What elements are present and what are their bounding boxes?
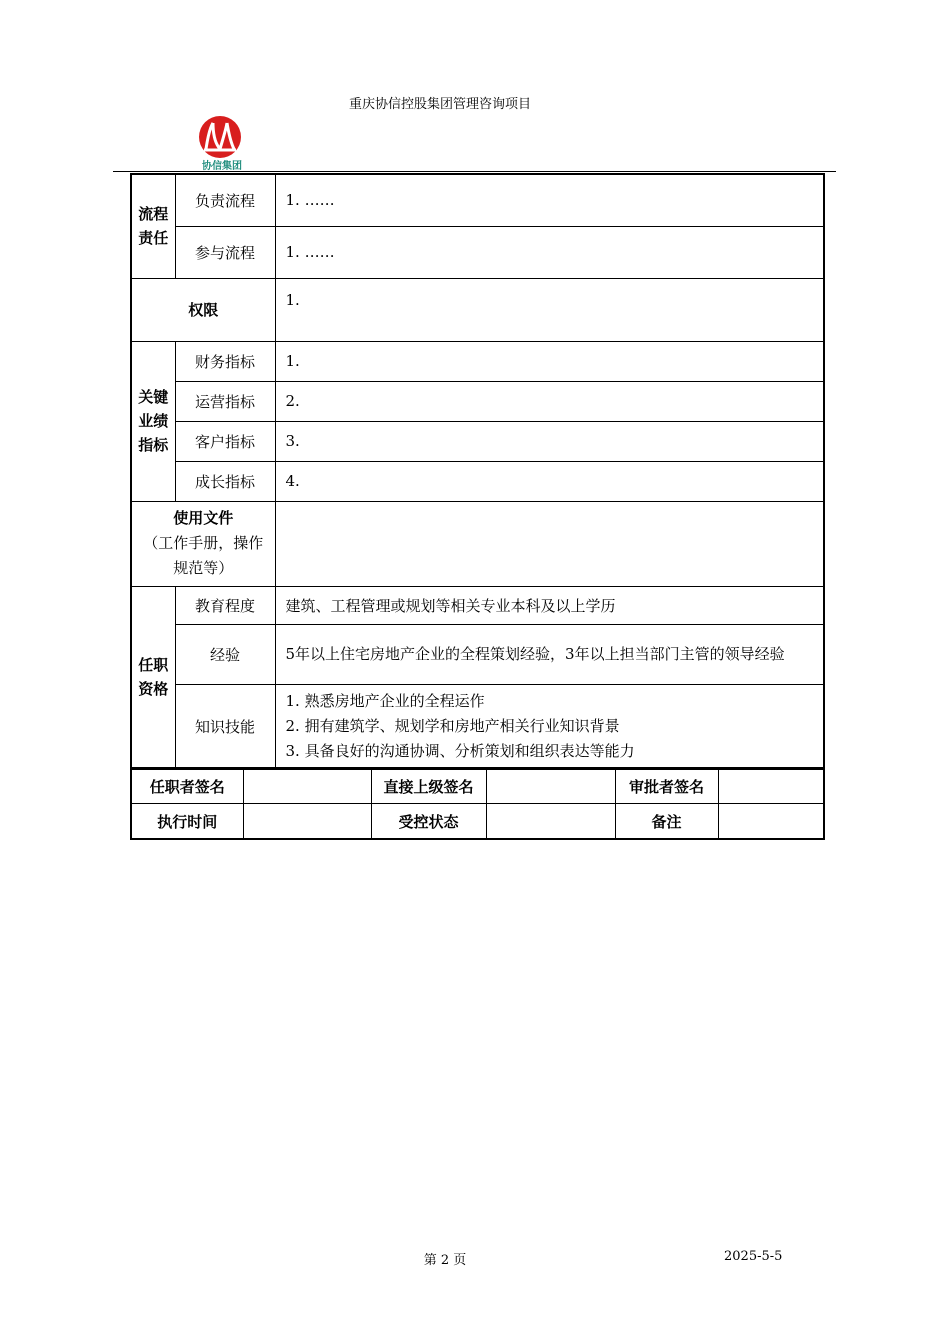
education-label: 教育程度 bbox=[175, 586, 275, 624]
table-row bbox=[131, 461, 824, 501]
skills-item: 2. 拥有建筑学、规划学和房地产相关行业知识背景 bbox=[285, 716, 620, 735]
footer-date: 2025-5-5 bbox=[724, 1249, 783, 1264]
qualification-category: 任职资格 bbox=[131, 586, 175, 769]
remarks-label: 备注 bbox=[615, 804, 718, 840]
table-row bbox=[131, 501, 824, 586]
kpi-finance-label: 财务指标 bbox=[175, 341, 275, 381]
header-title: 重庆协信控股集团管理咨询项目 bbox=[348, 97, 531, 112]
experience-label: 经验 bbox=[175, 624, 275, 684]
kpi-operation-value: 2. bbox=[275, 381, 824, 421]
table-row bbox=[131, 278, 824, 341]
process-own-label: 负责流程 bbox=[175, 174, 275, 226]
signature-supervisor-label: 直接上级签名 bbox=[371, 768, 486, 804]
skills-item: 1. 熟悉房地产企业的全程运作 bbox=[285, 691, 485, 710]
process-participate-label: 参与流程 bbox=[175, 226, 275, 278]
table-row bbox=[131, 341, 824, 381]
job-description-table bbox=[130, 173, 825, 770]
experience-value: 5年以上住宅房地产企业的全程策划经验，3年以上担当部门主管的领导经验 bbox=[275, 624, 824, 684]
process-own-value: 1. …… bbox=[275, 174, 824, 226]
control-status-field[interactable] bbox=[486, 804, 615, 840]
kpi-customer-value: 3. bbox=[275, 421, 824, 461]
control-status-label: 受控状态 bbox=[371, 804, 486, 840]
table-row bbox=[131, 804, 824, 840]
skills-value bbox=[275, 684, 824, 769]
signature-supervisor-field[interactable] bbox=[486, 768, 615, 804]
signature-approver-field[interactable] bbox=[718, 768, 824, 804]
table-row bbox=[131, 624, 824, 684]
table-row bbox=[131, 174, 824, 226]
signature-approver-label: 审批者签名 bbox=[615, 768, 718, 804]
kpi-finance-value: 1. bbox=[275, 341, 824, 381]
table-row bbox=[131, 768, 824, 804]
execution-time-label: 执行时间 bbox=[131, 804, 243, 840]
process-participate-value: 1. …… bbox=[275, 226, 824, 278]
education-value: 建筑、工程管理或规划等相关专业本科及以上学历 bbox=[275, 586, 824, 624]
documents-category-cell bbox=[131, 501, 275, 586]
skills-label: 知识技能 bbox=[175, 684, 275, 769]
authority-category: 权限 bbox=[131, 278, 275, 341]
table-row bbox=[131, 381, 824, 421]
documents-value bbox=[275, 501, 824, 586]
kpi-customer-label: 客户指标 bbox=[175, 421, 275, 461]
logo-text: 协信集团 bbox=[202, 161, 242, 172]
table-row bbox=[131, 226, 824, 278]
kpi-growth-value: 4. bbox=[275, 461, 824, 501]
documents-note-line2: 规范等） bbox=[173, 559, 234, 577]
remarks-field[interactable] bbox=[718, 804, 824, 840]
documents-category: 使用文件 bbox=[173, 509, 234, 527]
kpi-growth-label: 成长指标 bbox=[175, 461, 275, 501]
signature-employee-label: 任职者签名 bbox=[131, 768, 243, 804]
kpi-category: 关键业绩指标 bbox=[131, 341, 175, 501]
authority-value: 1. bbox=[275, 278, 824, 341]
documents-note-line1: （工作手册，操作 bbox=[143, 534, 264, 552]
skills-item: 3. 具备良好的沟通协调、分析策划和组织表达等能力 bbox=[285, 741, 635, 760]
header-divider bbox=[113, 171, 836, 172]
signature-employee-field[interactable] bbox=[243, 768, 371, 804]
table-row bbox=[131, 684, 824, 769]
table-row bbox=[131, 586, 824, 624]
execution-time-field[interactable] bbox=[243, 804, 371, 840]
page-number: 第 2 页 bbox=[423, 1253, 467, 1268]
table-row bbox=[131, 421, 824, 461]
kpi-operation-label: 运营指标 bbox=[175, 381, 275, 421]
signature-table bbox=[130, 767, 825, 840]
process-category: 流程责任 bbox=[131, 174, 175, 278]
